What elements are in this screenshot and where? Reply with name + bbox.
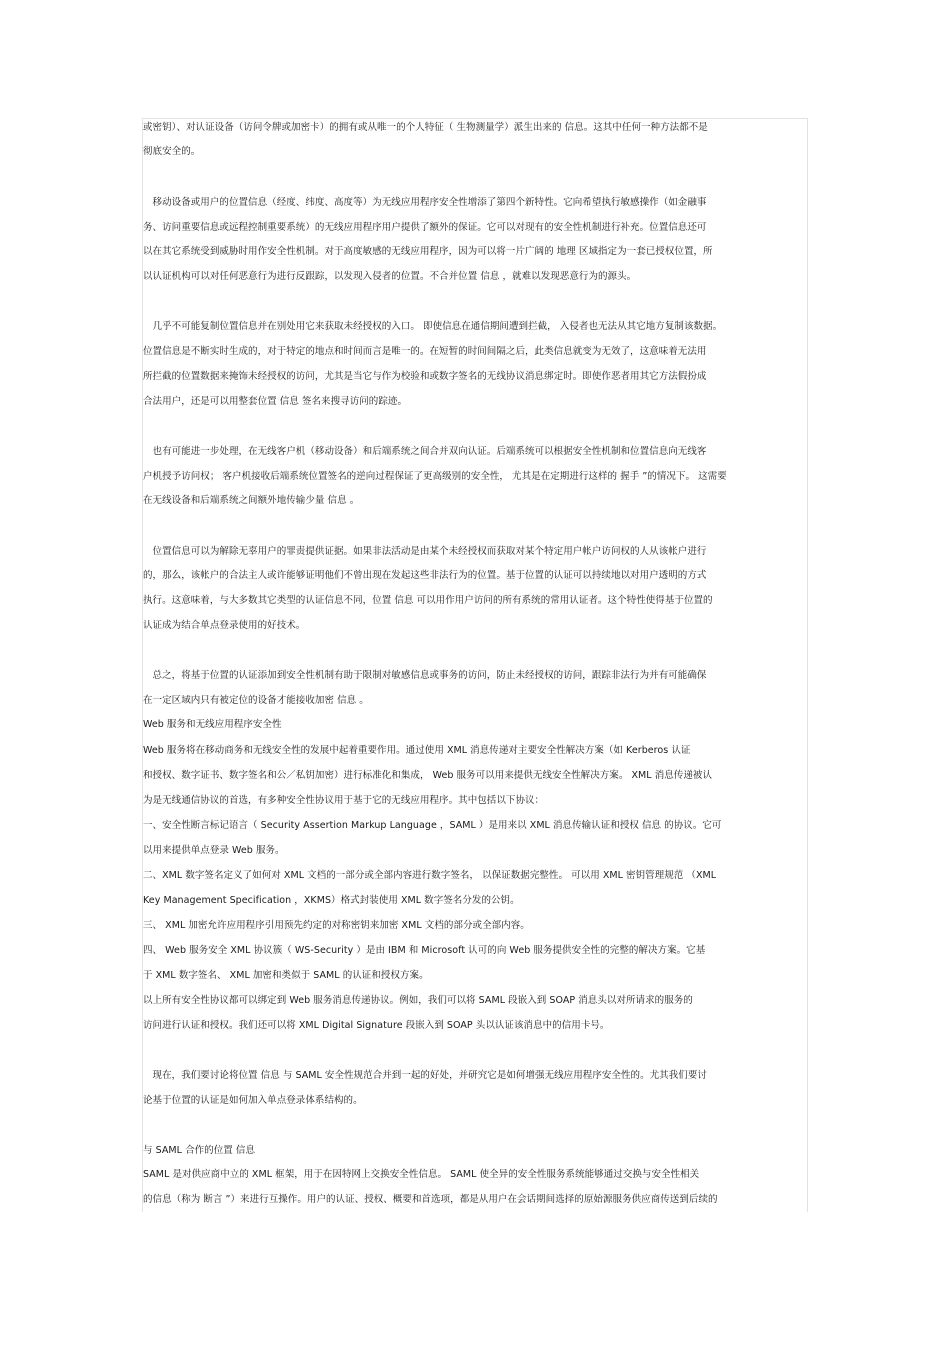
text-line: Web 服务将在移动商务和无线安全性的发展中起着重要作用。通过使用 XML 消息传递对主要安全性解决方案（如 Kerberos 认证 — [143, 745, 691, 756]
text-line: 以上所有安全性协议都可以绑定到 Web 服务消息传递协议。例如，我们可以将 SAML 段嵌入到 SOAP 消息头以对所请求的服务的 — [143, 995, 693, 1006]
text-line: 所拦截的位置数据来掩饰未经授权的访问，尤其是当它与作为校验和或数字签名的无线协议消息绑定时。即使作恶者用其它方法假扮成 — [143, 371, 707, 382]
text-line: 的信息（称为 断言 ”）来进行互操作。用户的认证、授权、概要和首选项，都是从用户在会话期间选择的原始源服务供应商传送到后续的 — [143, 1194, 718, 1205]
text-line: 户机授予访问权； 客户机接收后端系统位置签名的逆向过程保证了更高级别的安全性， 尤其是在定期进行这样的 握手 ”的情况下。 这需要 — [143, 471, 727, 482]
text-line: 认证成为结合单点登录使用的好技术。 — [143, 620, 306, 631]
text-line: 几乎不可能复制位置信息并在别处用它来获取未经授权的入口。 即使信息在通信期间遭到拦截， 入侵者也无法从其它地方复制该数据。 — [143, 321, 723, 332]
text-line: 四、 Web 服务安全 XML 协议簇（ WS-Security ）是由 IBM 和 Microsoft 认可的向 Web 服务提供安全性的完整的解决方案。它基 — [143, 945, 706, 956]
text-line: 现在，我们要讨论将位置 信息 与 SAML 安全性规范合并到一起的好处，并研究它是如何增强无线应用程序安全性的。尤其我们要讨 — [143, 1070, 707, 1081]
text-line: 在无线设备和后端系统之间额外地传输少量 信息 。 — [143, 495, 360, 506]
text-line: 务、访问重要信息或远程控制重要系统）的无线应用程序用户提供了额外的保证。它可以对现有的安全性机制进行补充。位置信息还可 — [143, 222, 707, 233]
text-line: 执行。这意味着，与大多数其它类型的认证信息不同，位置 信息 可以用作用户访问的所有系统的常用认证者。这个特性使得基于位置的 — [143, 595, 713, 606]
text-line: 一、安全性断言标记语言（ Security Assertion Markup Language ，SAML ）是用来以 XML 消息传输认证和授权 信息 的协议。它可 — [143, 820, 722, 831]
text-line: 于 XML 数字签名、 XML 加密和类似于 SAML 的认证和授权方案。 — [143, 970, 429, 981]
section-heading: 与 SAML 合作的位置 信息 — [143, 1145, 256, 1156]
text-line: 和授权、数字证书、数字签名和公／私钥加密）进行标准化和集成， Web 服务可以用来提供无线安全性解决方案。 XML 消息传递被认 — [143, 770, 712, 781]
text-line: 以认证机构可以对任何恶意行为进行反跟踪，以发现入侵者的位置。不合并位置 信息 ，就难以发现恶意行为的源头。 — [143, 271, 637, 282]
text-line: 以在其它系统受到威胁时用作安全性机制。对于高度敏感的无线应用程序，因为可以将一片广阔的 地理 区域指定为一套已授权位置，所 — [143, 246, 713, 257]
text-line: 位置信息可以为解除无辜用户的罪责提供证据。如果非法活动是由某个未经授权而获取对某个特定用户帐户访问权的人从该帐户进行 — [143, 546, 707, 557]
text-line: 在一定区域内只有被定位的设备才能接收加密 信息 。 — [143, 695, 369, 706]
text-line: SAML 是对供应商中立的 XML 框架，用于在因特网上交换安全性信息。 SAML 使全异的安全性服务系统能够通过交换与安全性相关 — [143, 1169, 700, 1180]
text-line: 彻底安全的。 — [143, 146, 201, 157]
text-line: 位置信息是不断实时生成的，对于特定的地点和时间而言是唯一的。在短暂的时间间隔之后，此类信息就变为无效了，这意味着无法用 — [143, 346, 707, 357]
text-line: 访问进行认证和授权。我们还可以将 XML Digital Signature 段嵌入到 SOAP 头以认证该消息中的信用卡号。 — [143, 1020, 610, 1031]
text-line: 或密钥）、对认证设备（访问令牌或加密卡）的拥有或从唯一的个人特征（ 生物测量学）派生出来的 信息。这其中任何一种方法都不是 — [143, 122, 708, 133]
text-line: Key Management Specification ，XKMS）格式封装使用 XML 数字签名分发的公钥。 — [143, 895, 520, 906]
text-line: 移动设备或用户的位置信息（经度、纬度、高度等）为无线应用程序安全性增添了第四个新特性。它向希望执行敏感操作（如金融事 — [143, 197, 707, 208]
text-line: 合法用户，还是可以用整套位置 信息 签名来搜寻访问的踪迹。 — [143, 396, 407, 407]
text-line: 也有可能进一步处理，在无线客户机（移动设备）和后端系统之间合并双向认证。后端系统可以根据安全性机制和位置信息向无线客 — [143, 446, 707, 457]
text-line: 三、 XML 加密允许应用程序引用预先约定的对称密钥来加密 XML 文档的部分或全部内容。 — [143, 920, 530, 931]
section-heading: Web 服务和无线应用程序安全性 — [143, 719, 282, 730]
text-line: 为是无线通信协议的首选，有多种安全性协议用于基于它的无线应用程序。其中包括以下协议： — [143, 795, 545, 806]
text-line: 二、XML 数字签名定义了如何对 XML 文档的一部分或全部内容进行数字签名， 以保证数据完整性。 可以用 XML 密钥管理规范 （XML — [143, 870, 717, 881]
text-line: 以用来提供单点登录 Web 服务。 — [143, 845, 285, 856]
text-line: 论基于位置的认证是如何加入单点登录体系结构的。 — [143, 1095, 363, 1106]
text-line: 的，那么，该帐户的合法主人或许能够证明他们不曾出现在发起这些非法行为的位置。基于位置的认证可以持续地以对用户透明的方式 — [143, 570, 707, 581]
text-line: 总之，将基于位置的认证添加到安全性机制有助于限制对敏感信息或事务的访问，防止未经授权的访问，跟踪非法行为并有可能确保 — [143, 670, 707, 681]
